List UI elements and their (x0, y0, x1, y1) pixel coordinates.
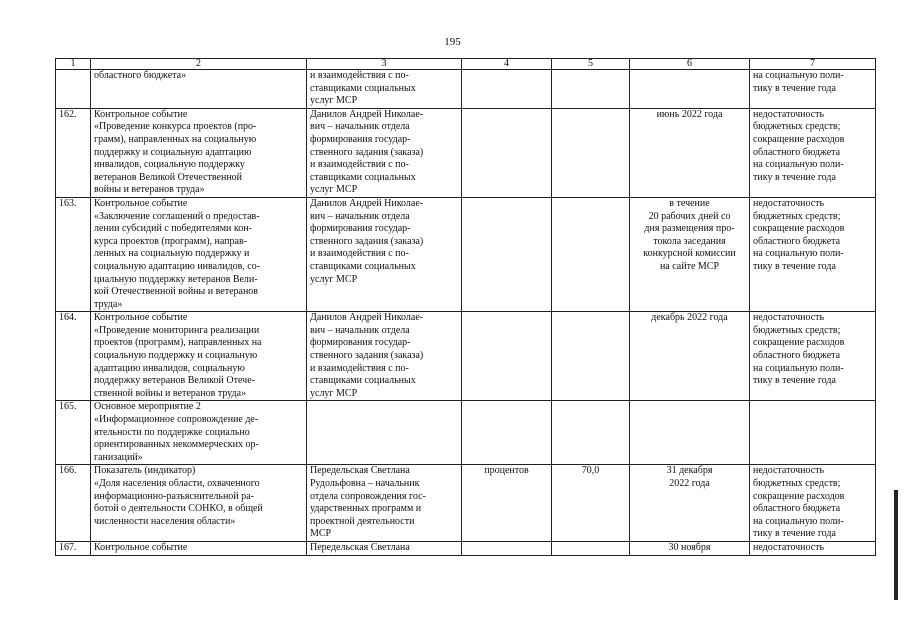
row-number: 163. (56, 197, 91, 311)
event-cell: Основное мероприятие 2 «Информационное сопровождение де- ятельности по поддержке социально ориентированных некоммерческих ор- ганизаций» (91, 401, 307, 465)
deadline-cell (630, 70, 750, 109)
event-cell: Контрольное событие «Проведение мониторинга реализации проектов (программ), направленных на социальную поддержку и социальную адаптацию инвалидов, социальную поддержку ветеранов Великой Отече- ственной войны и ветеранов труда» (91, 312, 307, 401)
row-number: 162. (56, 108, 91, 197)
unit-cell (462, 70, 552, 109)
unit-cell (462, 108, 552, 197)
page-number: 195 (444, 36, 461, 48)
table-row (56, 312, 876, 401)
responsible-cell: Данилов Андрей Николае- вич – начальник отдела формирования государ- ственного задания (заказа) и взаимодействия с по- ставщиками социальных услуг МСР (307, 312, 462, 401)
table-row (56, 541, 876, 555)
deadline-cell: 31 декабря 2022 года (630, 465, 750, 542)
value-cell (552, 197, 630, 311)
event-cell: Показатель (индикатор) «Доля населения области, охваченного информационно-разъяснительной ра- ботой о деятельности СОНКО, в общей численности населения области» (91, 465, 307, 542)
column-number: 7 (750, 59, 876, 70)
event-cell: Контрольное событие (91, 541, 307, 555)
row-number: 166. (56, 465, 91, 542)
column-number: 1 (56, 59, 91, 70)
responsible-cell: Передельская Светлана Рудольфовна – начальник отдела сопровождения гос- ударственных программ и проектной деятельности МСР (307, 465, 462, 542)
table-row (56, 108, 876, 197)
risk-cell: на социальную поли- тику в течение года (750, 70, 876, 109)
value-cell (552, 108, 630, 197)
risk-cell: недостаточность бюджетных средств; сокращение расходов областного бюджета на социальную поли- тику в течение года (750, 312, 876, 401)
deadline-cell: декабрь 2022 года (630, 312, 750, 401)
column-number: 5 (552, 59, 630, 70)
column-number-row (56, 59, 876, 70)
column-number: 4 (462, 59, 552, 70)
risk-cell: недостаточность (750, 541, 876, 555)
table-row (56, 465, 876, 542)
risk-cell (750, 401, 876, 465)
unit-cell: процентов (462, 465, 552, 542)
scan-edge-mark (894, 490, 898, 600)
responsible-cell (307, 401, 462, 465)
event-cell: Контрольное событие «Проведение конкурса проектов (про- грамм), направленных на социальную поддержку и социальную адаптацию инвалидов, социальную поддержку ветеранов Великой Отечественной войны и ветеранов труда» (91, 108, 307, 197)
responsible-cell: и взаимодействия с по- ставщиками социальных услуг МСР (307, 70, 462, 109)
unit-cell (462, 312, 552, 401)
row-number: 167. (56, 541, 91, 555)
column-number: 3 (307, 59, 462, 70)
table-row (56, 197, 876, 311)
value-cell: 70,0 (552, 465, 630, 542)
value-cell (552, 541, 630, 555)
deadline-cell (630, 401, 750, 465)
deadline-cell: июнь 2022 года (630, 108, 750, 197)
risk-cell: недостаточность бюджетных средств; сокращение расходов областного бюджета на социальную поли- тику в течение года (750, 108, 876, 197)
unit-cell (462, 541, 552, 555)
table-row (56, 401, 876, 465)
unit-cell (462, 197, 552, 311)
row-number: 164. (56, 312, 91, 401)
deadline-cell: в течение 20 рабочих дней со дня размещения про- токола заседания конкурсной комиссии на сайте МСР (630, 197, 750, 311)
risk-cell: недостаточность бюджетных средств; сокращение расходов областного бюджета на социальную поли- тику в течение года (750, 465, 876, 542)
column-number: 2 (91, 59, 307, 70)
risk-cell: недостаточность бюджетных средств; сокращение расходов областного бюджета на социальную поли- тику в течение года (750, 197, 876, 311)
program-table (55, 58, 876, 556)
responsible-cell: Данилов Андрей Николае- вич – начальник отдела формирования государ- ственного задания (заказа) и взаимодействия с по- ставщиками социальных услуг МСР (307, 197, 462, 311)
column-number: 6 (630, 59, 750, 70)
event-cell: Контрольное событие «Заключение соглашений о предостав- лении субсидий с победителями кон- курса проектов (программ), направ- ленных на социальную поддержку и социальную адаптацию инвалидов, со- циальную поддержку ветеранов Вели- кой Отечественной войны и ветеранов труда» (91, 197, 307, 311)
row-number: 165. (56, 401, 91, 465)
responsible-cell: Передельская Светлана (307, 541, 462, 555)
row-number (56, 70, 91, 109)
value-cell (552, 70, 630, 109)
responsible-cell: Данилов Андрей Николае- вич – начальник отдела формирования государ- ственного задания (заказа) и взаимодействия с по- ставщиками социальных услуг МСР (307, 108, 462, 197)
unit-cell (462, 401, 552, 465)
table-row (56, 70, 876, 109)
event-cell: областного бюджета» (91, 70, 307, 109)
deadline-cell: 30 ноября (630, 541, 750, 555)
value-cell (552, 312, 630, 401)
value-cell (552, 401, 630, 465)
